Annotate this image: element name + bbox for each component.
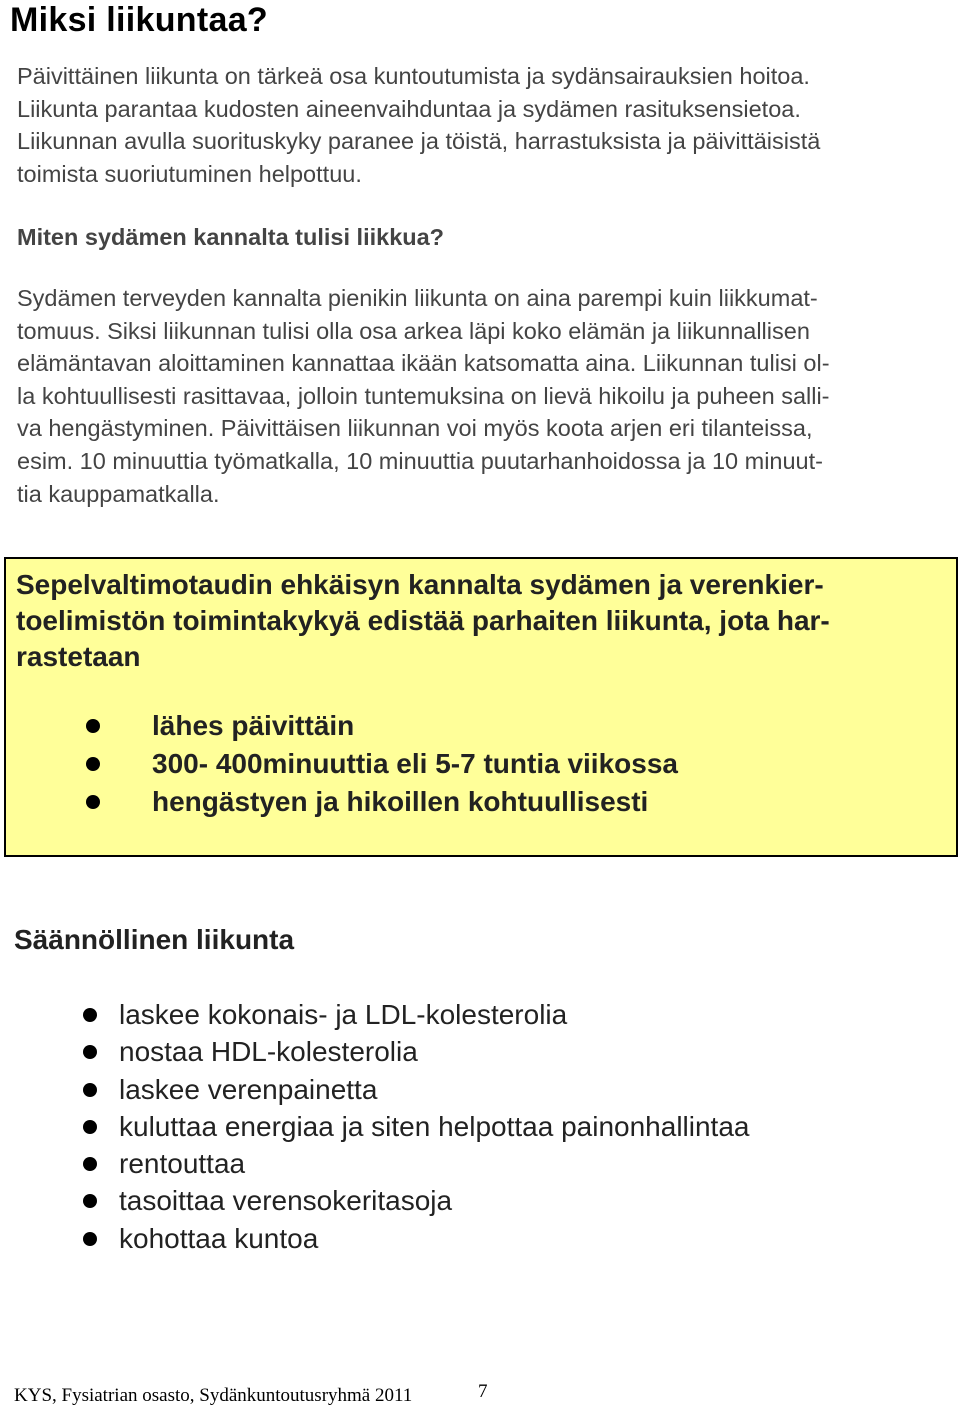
intro-line: Liikunta parantaa kudosten aineenvaihduntaa ja sydämen rasituksensietoa. <box>17 95 801 122</box>
highlight-item-text: hengästyen ja hikoillen kohtuullisesti <box>152 786 649 817</box>
bullet-icon <box>83 1120 97 1134</box>
page-title: Miksi liikuntaa? <box>10 1 268 39</box>
intro-line: Päivittäinen liikunta on tärkeä osa kuntoutumista ja sydänsairauksien hoitoa. <box>17 63 810 89</box>
highlight-heading-line: Sepelvaltimotaudin ehkäisyn kannalta sydämen ja verenkier- <box>16 569 824 600</box>
bullet-icon <box>86 719 100 733</box>
page-footer: KYS, Fysiatrian osasto, Sydänkuntoutusryhmä 2011 <box>14 1385 413 1406</box>
list-item-text: nostaa HDL-kolesterolia <box>119 1036 418 1068</box>
section-heading: Säännöllinen liikunta <box>14 924 295 955</box>
section-subheading: Miten sydämen kannalta tulisi liikkua? <box>17 224 445 250</box>
bullet-icon <box>86 757 100 771</box>
list-item-text: tasoittaa verensokeritasoja <box>119 1185 453 1217</box>
body-line: tia kauppamatkalla. <box>17 480 220 507</box>
list-item-text: laskee kokonais- ja LDL-kolesterolia <box>119 999 568 1030</box>
page-number: 7 <box>478 1381 488 1402</box>
highlight-item-text: lähes päivittäin <box>152 710 355 741</box>
intro-line: Liikunnan avulla suorituskyky paranee ja töistä, harrastuksista ja päivittäisistä <box>17 128 821 155</box>
list-item-text: laskee verenpainetta <box>119 1073 378 1105</box>
highlight-heading <box>16 567 830 675</box>
bullet-icon <box>83 1045 97 1059</box>
list-item-text: kohottaa kuntoa <box>119 1222 319 1254</box>
list-item-text: kuluttaa energiaa ja siten helpottaa painonhallintaa <box>119 1110 750 1142</box>
intro-paragraph <box>17 60 955 190</box>
highlight-heading-line: toelimistön toimintakykyä edistää parhaiten liikunta, jota har- <box>16 605 830 636</box>
bullet-icon <box>83 1008 97 1022</box>
body-line: Sydämen terveyden kannalta pienikin liikunta on aina parempi kuin liikkumat- <box>17 285 818 311</box>
bullet-icon <box>83 1157 97 1171</box>
bullet-icon <box>83 1232 97 1246</box>
list-item-text: rentouttaa <box>119 1148 246 1180</box>
highlight-heading-line: rastetaan <box>16 641 141 672</box>
body-line: va hengästyminen. Päivittäisen liikunnan voi myös koota arjen eri tilanteissa, <box>17 415 813 442</box>
bullet-icon <box>83 1194 97 1208</box>
highlight-box <box>4 557 958 857</box>
highlight-item-text: 300- 400minuuttia eli 5-7 tuntia viikossa <box>152 748 678 779</box>
intro-line: toimista suoriutuminen helpottuu. <box>17 160 362 187</box>
body-line: la kohtuullisesti rasittavaa, jolloin tuntemuksina on lievä hikoilu ja puheen salli- <box>17 382 830 409</box>
body-paragraph <box>17 282 955 510</box>
bullet-icon <box>86 795 100 809</box>
body-line: esim. 10 minuuttia työmatkalla, 10 minuuttia puutarhanhoidossa ja 10 minuut- <box>17 447 823 474</box>
bullet-icon <box>83 1083 97 1097</box>
body-line: elämäntavan aloittaminen kannattaa ikään katsomatta aina. Liikunnan tulisi ol- <box>17 350 830 377</box>
body-line: tomuus. Siksi liikunnan tulisi olla osa arkea läpi koko elämän ja liikunnallisen <box>17 317 810 344</box>
